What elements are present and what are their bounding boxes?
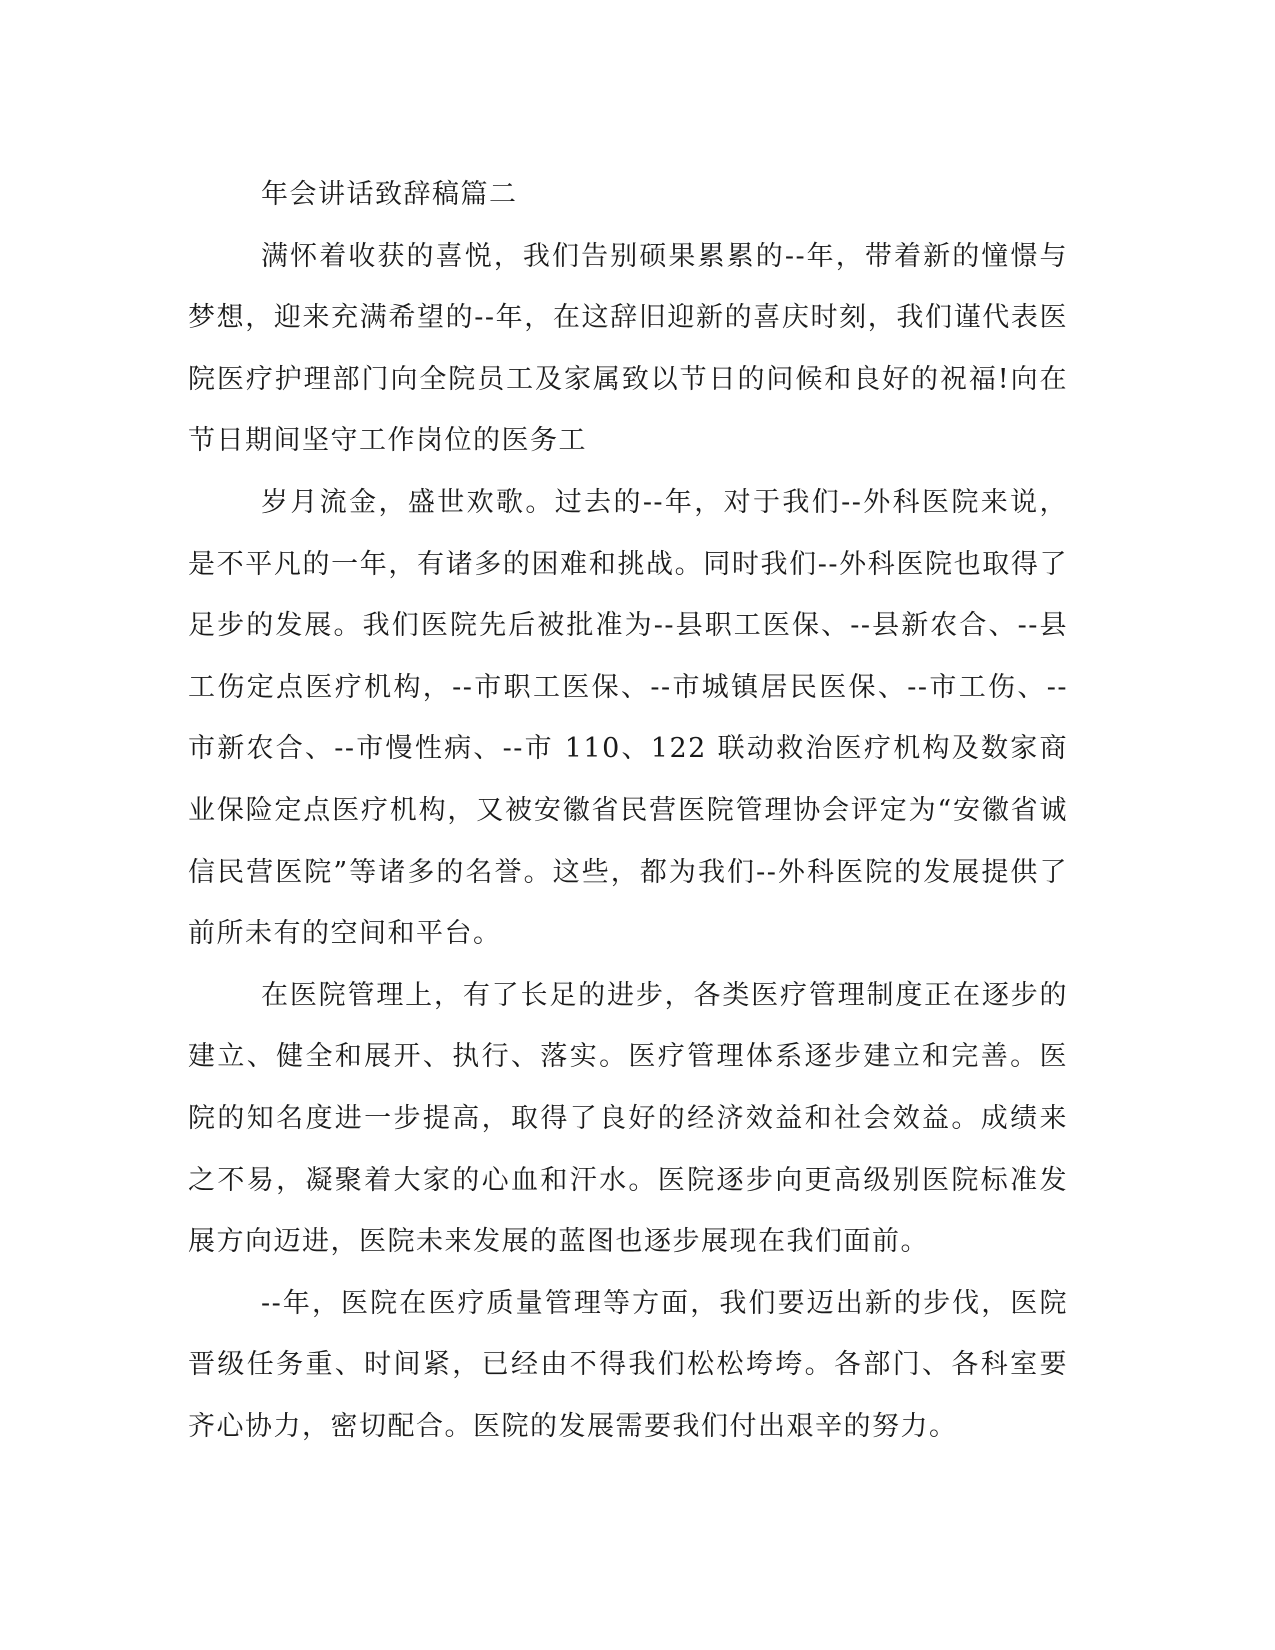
paragraph-3: 在医院管理上，有了长足的进步，各类医疗管理制度正在逐步的建立、健全和展开、执行、落实。医疗管理体系逐步建立和完善。医院的知名度进一步提高，取得了良好的经济效益和社会效益。成绩来之不易，凝聚着大家的心血和汗水。医院逐步向更高级别医院标准发展方向迈进，医院未来发展的蓝图也逐步展现在我们面前。 bbox=[188, 979, 1068, 1258]
paragraph-4: --年，医院在医疗质量管理等方面，我们要迈出新的步伐，医院晋级任务重、时间紧，已经由不得我们松松垮垮。各部门、各科室要齐心协力，密切配合。医院的发展需要我们付出艰辛的努力。 bbox=[188, 1287, 1068, 1442]
document-body bbox=[188, 164, 1068, 1457]
document-heading: 年会讲话致辞稿篇二 bbox=[261, 179, 518, 210]
paragraph-2: 岁月流金，盛世欢歌。过去的--年，对于我们--外科医院来说，是不平凡的一年，有诸多的困难和挑战。同时我们--外科医院也取得了足步的发展。我们医院先后被批准为--县职工医保、--县新农合、--县工伤定点医疗机构，--市职工医保、--市城镇居民医保、--市工伤、--市新农合、--市慢性病、--市 110、122 联动救治医疗机构及数家商业保险定点医疗机构，又被安徽省民营医院管理协会评定为“安徽省诚信民营医院”等诸多的名誉。这些，都为我们--外科医院的发展提供了前所未有的空间和平台。 bbox=[188, 486, 1068, 950]
paragraph-1: 满怀着收获的喜悦，我们告别硕果累累的--年，带着新的憧憬与梦想，迎来充满希望的--年，在这辞旧迎新的喜庆时刻，我们谨代表医院医疗护理部门向全院员工及家属致以节日的问候和良好的祝福!向在节日期间坚守工作岗位的医务工 bbox=[188, 240, 1068, 457]
